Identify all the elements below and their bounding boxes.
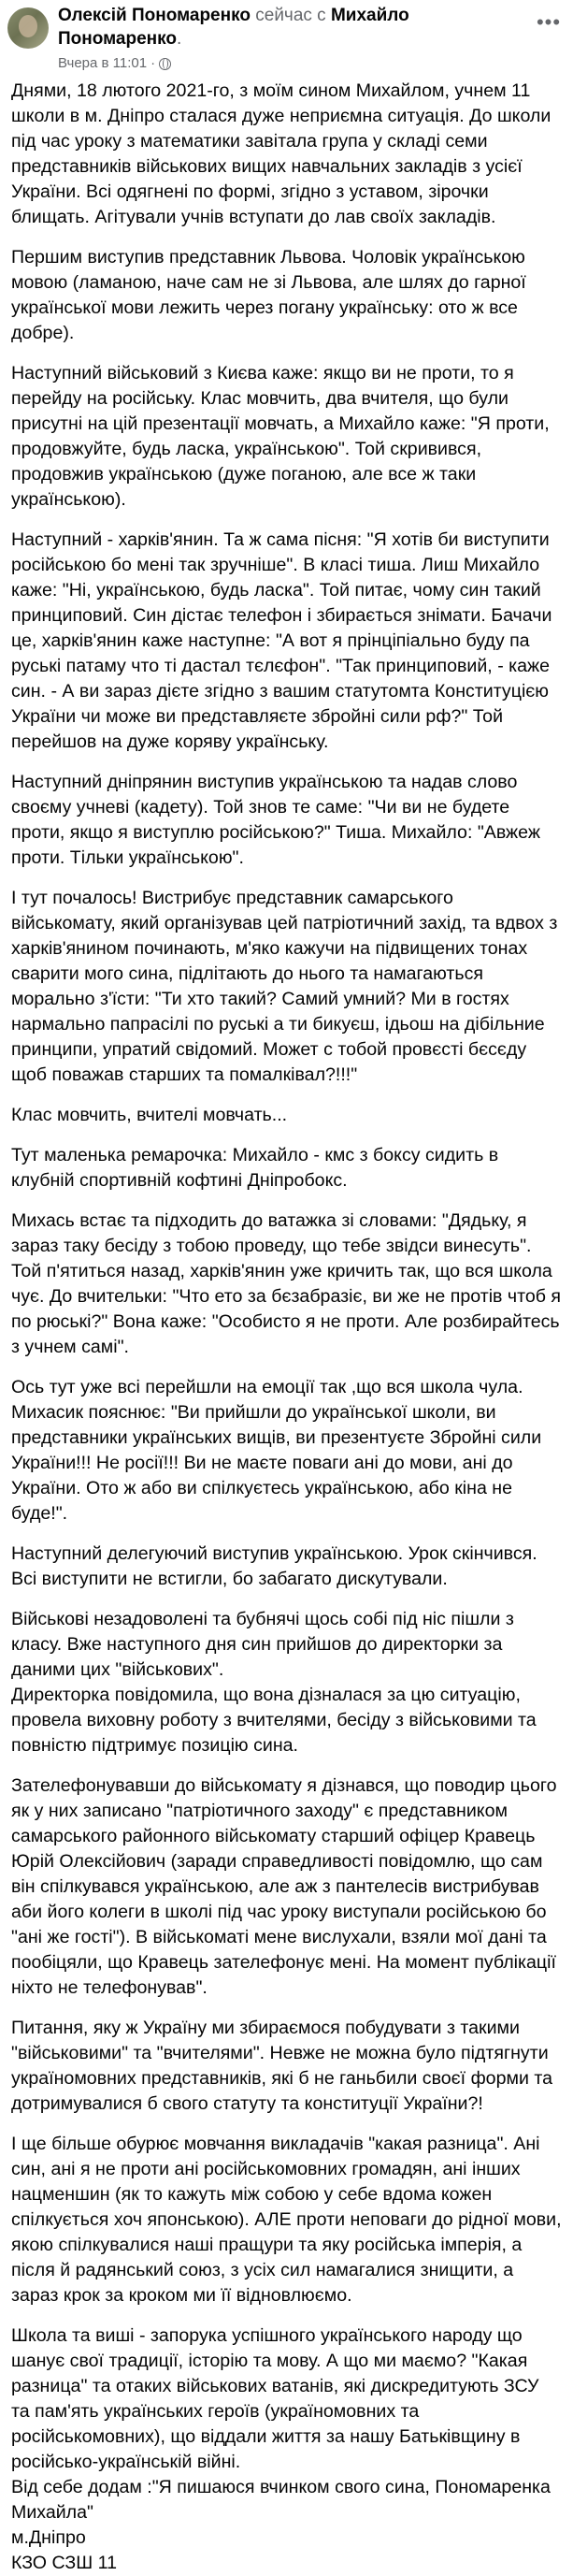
headline-period: . [176, 29, 182, 49]
meta-separator: · [150, 55, 156, 71]
post-body [0, 79, 573, 2576]
post-paragraph: Директорка повідомила, що вона дізналася за цю ситуацію, провела виховну роботу з вчителями, бесіду з військовими та повністю підтримує позицію сина. [11, 1685, 542, 1756]
post-paragraph: Клас мовчить, вчителі мовчать... [11, 1105, 288, 1125]
post-paragraph: Михась встає та підходить до ватажка зі словами: "Дядьку, я зараз таку бесіду з тобою проведу, що тебе звідси винесуть". Той п'ятиться назад, харків'янин уже кричить так, що вся школа чує. До вчительки: "Что ето за бєзабразіє, ви же не протів чтоб я по рюські?" Вона каже: "Особисто я не проти. Але розбирайтесь з учнем самі". [11, 1210, 566, 1357]
post-paragraph: Наступний дніпрянин виступив українською та надав слово своєму учневі (кадету). Той знов те саме: "Чи ви не будете проти, якщо я виступлю російською?" Тиша. Михайло: "Авжеж проти. Тільки українською". [11, 772, 546, 868]
with-text: сейчас с [255, 6, 326, 25]
post-headline [58, 4, 507, 51]
post-paragraph: Наступний - харків'янин. Та ж сама пісня: "Я хотів би виступити російською бо мені так зручніше". В класі тиша. Лиш Михайло каже: "Ні, українською, будь ласка". Той питає, чому син такий принциповий. Син дістає телефон і збирається знімати. Бачачи це, харків'янин каже наступне: "А вот я прінціпіально буду па руські патаму что ті дастал тєлєфон". "Так принциповий, - каже син. - А ви зараз дієте згідно з вашим статутомта Конституцією України чи може ви представляєте збройні сили рф?" Той перейшов на дуже коряву українську. [11, 529, 557, 752]
post-paragraph: Ось тут уже всі перейшли на емоції так ,що вся школа чула. Михасик пояснює: "Ви прийшли до української школи, ви представники українських вищів, ви презентуєте Збройні сили України!!! Не росії!!! Ви не маєте поваги ані до мови, ані до України. Ото ж або ви спілкуєтесь українською, або кіна не буде!". [11, 1377, 547, 1524]
post-paragraph: Від себе додам :"Я пишаюся вчинком свого сина, Пономаренка Михайла" [11, 2477, 556, 2523]
post-paragraph: І тут почалось! Вистрибує представник самарського військомату, який організував цей патріотичний захід, та вдвох з харків'янином починають, м'яко кажучи на підвищених тонах сварити мого сина, підлітають до нього та намагаються морально з'їсти: "Ти хто такий? Самий умний? Ми в гостях нармально папрасілі по руські а ти бикуєш, ідьош на дібільние принципи, упратий свідомий. Может с тобой провєсті бєсєду щоб поважав старших та помалківал?!!!" [11, 888, 563, 1085]
post-header [0, 0, 573, 79]
post-timestamp-link[interactable]: Вчера в 11:01 [58, 55, 148, 71]
post-paragraph: Зателефонувавши до військомату я дізнався, що поводир цього як у них записано "патріотичного заходу" є представником самарського районного військомату старший офіцер Кравець Юрій Олексійович (заради справедливості повідомлю, що сам він спілкувався українською, але аж з пантелесів вистрибував аби його колеги в школі під час уроку виступали російською бо "ані же гості"). В військоматі мене вислухали, взяли мої дані та пообіцяли, що Кравець зателефонує мені. На момент публікації ніхто не телефонував". [11, 1775, 562, 1998]
post-paragraph: І ще більше обурює мовчання викладачів "какая разница". Ані син, ані я не проти ані російськомовних громадян, ані інших нацменшин (як то кажуть між собою у себе вдома кожен спілкується хоч японською). АЛЕ проти неповаги до рідної мови, якою спілкувалися наші пращури та яку російська імперія, а після й радянський союз, з усіх сил намагалися знищити, а зараз крок за кроком ми її відновлюємо. [11, 2134, 566, 2306]
post-school: КЗО СЗШ 11 [11, 2553, 117, 2573]
post-paragraph: Тут маленька ремарочка: Михайло - кмс з боксу сидить в клубній спортивній кофтині Дніпробокс. [11, 1145, 504, 1191]
post-paragraph: Питання, яку ж Україну ми збираємося побудувати з такими "військовими" та "вчителями". Невже не можна було підтягнути україномовних представників, які б не ганьбили своєї форми та дотримувалися б свого статуту та конституції України?! [11, 2018, 558, 2114]
tagged-user-link[interactable]: Михайло Пономаренко [58, 6, 409, 49]
ellipsis-icon: ••• [536, 10, 562, 34]
post-paragraph: Школа та виші - запорука успішного українського народу що шанує свої традиції, історію та мову. А що ми маємо? "Какая разница" та отаких військових ватанів, які дискредитують ЗСУ та пам'ять українських героїв (україномовних та російськомовних), що віддали життя за нашу Батьківщину в російсько-українській війні. [11, 2325, 544, 2472]
author-avatar[interactable] [7, 7, 49, 49]
post-paragraph: Наступний делегуючий виступив українською. Урок скінчився. Всі виступити не встигли, бо забагато дискутували. [11, 1543, 543, 1589]
author-name-link[interactable]: Олексій Пономаренко [58, 6, 251, 25]
post-paragraph: Днями, 18 лютого 2021-го, з моїм сином Михайлом, учнем 11 школи в м. Дніпро сталася дуже неприємна ситуація. До школи під час уроку з математики завітала група у складі семи представників військових вищих навчальних закладів з усієї України. Всі одягнені по формі, згідно з уставом, зірочки блищать. Агітували учнів вступати до лав своїх закладів. [11, 80, 556, 227]
post-meta [58, 54, 171, 73]
post-paragraph: Військові незадоволені та бубнячі щось собі під ніс пішли з класу. Вже наступного дня син прийшов до директорки за даними цих "військових". [11, 1609, 520, 1680]
post-paragraph: Першим виступив представник Львова. Чоловік українською мовою (ламаною, наче сам не зі Львова, але шлях до гарної української мови лежить через погану українську: ото ж все добре). [11, 247, 532, 343]
globe-icon[interactable] [159, 58, 171, 70]
more-options-button[interactable] [532, 6, 566, 39]
post-paragraph: Наступний військовий з Києва каже: якщо ви не проти, то я перейду на російську. Клас мовчить, два вчителя, що були присутні на цій презентації мовчать, а Михайло каже: "Я проти, продовжуйте, будь ласка, українською". Той скривився, продовжив українською (дуже поганою, але все ж таки українською). [11, 363, 555, 510]
post-location: м.Дніпро [11, 2527, 86, 2548]
